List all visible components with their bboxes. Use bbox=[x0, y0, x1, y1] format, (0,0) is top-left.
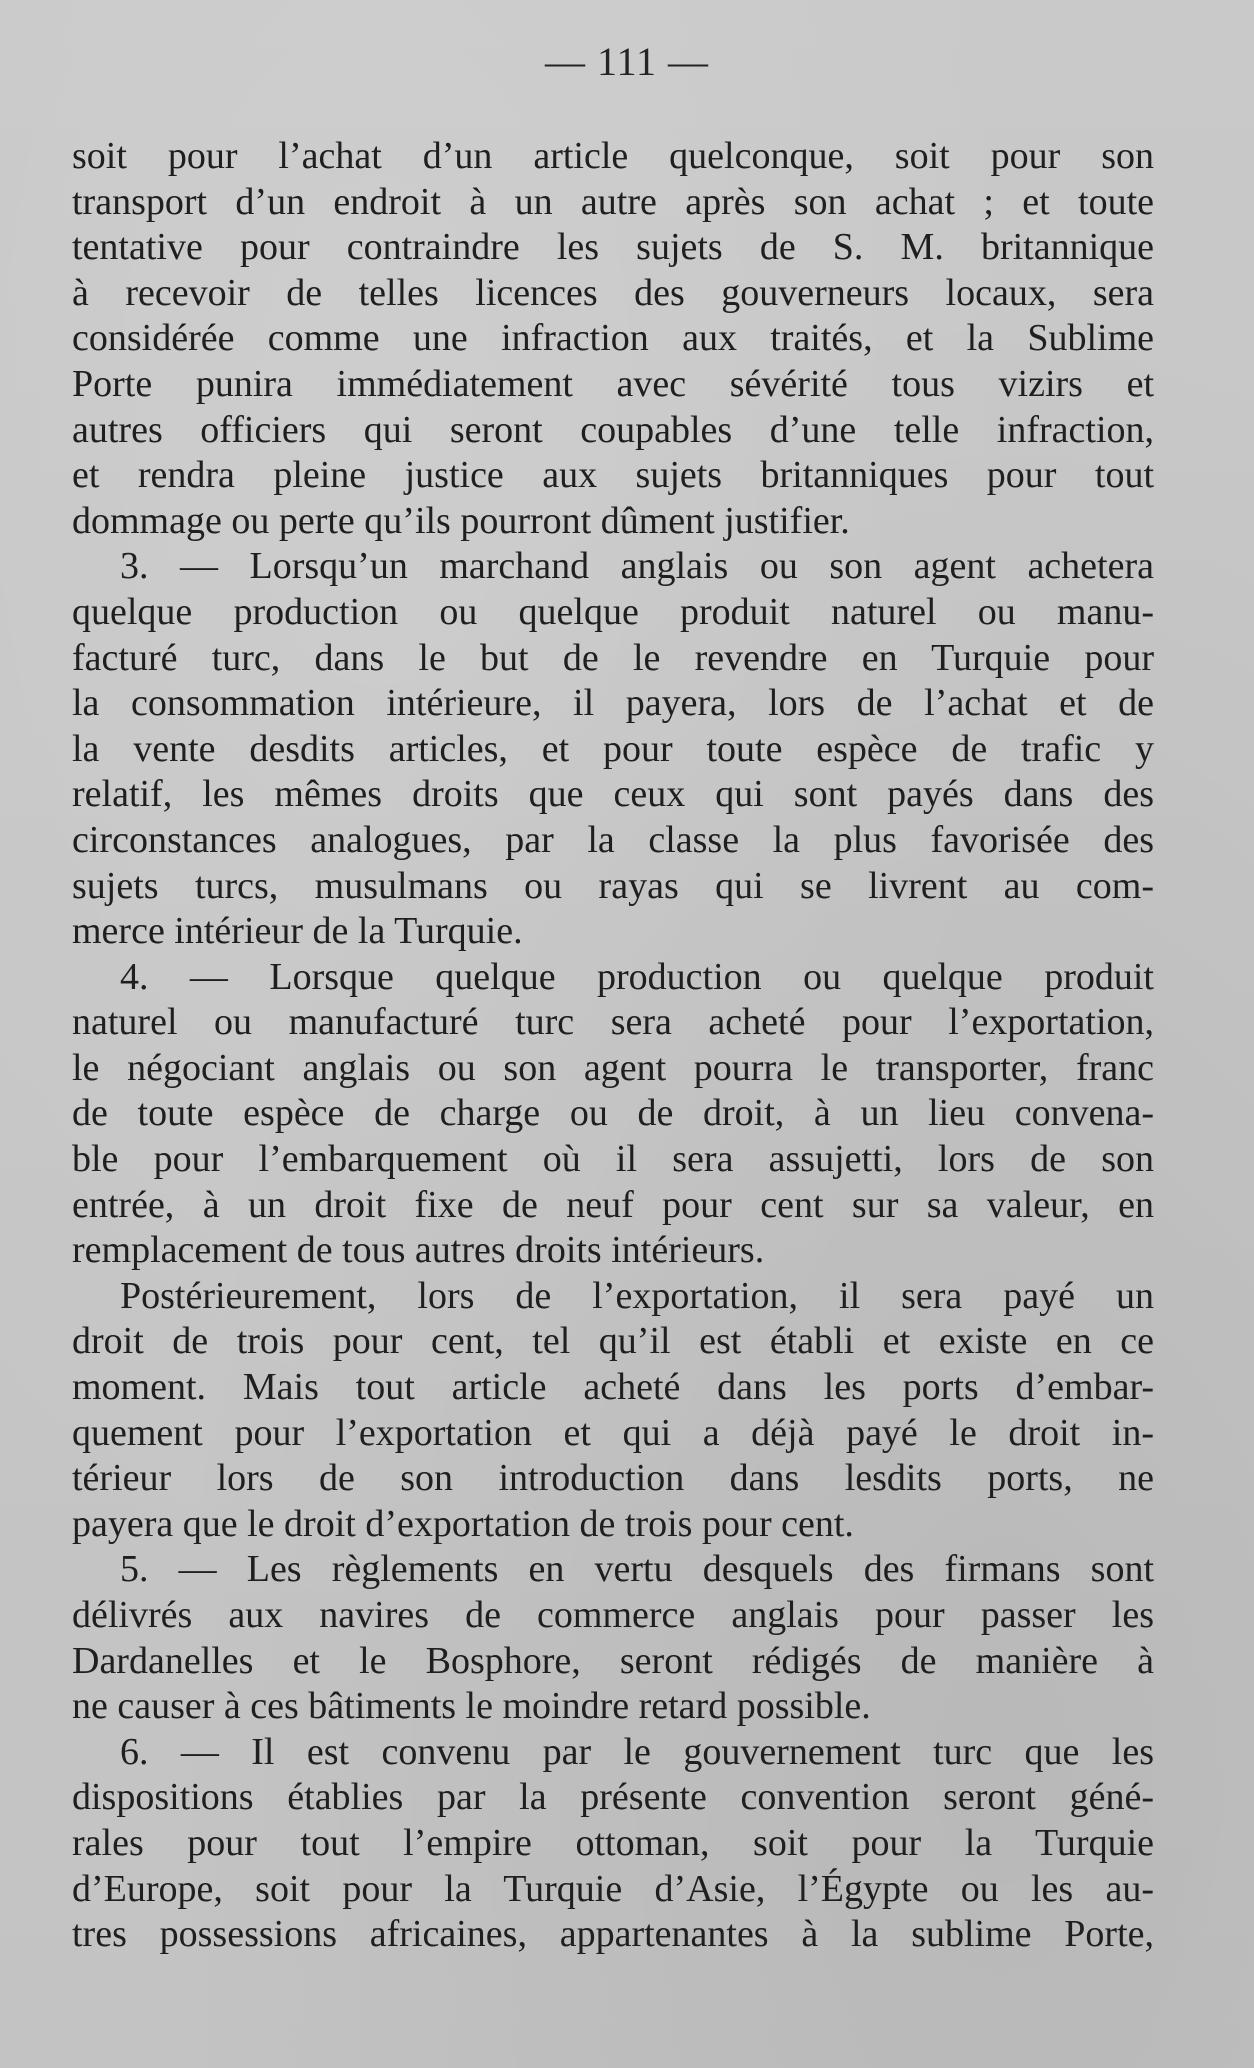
text-line: dispositions établies par la présente convention seront géné- bbox=[72, 1776, 1154, 1819]
text-line: relatif, les mêmes droits que ceux qui sont payés dans des bbox=[72, 773, 1154, 816]
text-line: facturé turc, dans le but de le revendre en Turquie pour bbox=[72, 636, 1154, 679]
text-line: moment. Mais tout article acheté dans les ports d’embar- bbox=[72, 1366, 1154, 1409]
text-line: et rendra pleine justice aux sujets britanniques pour tout bbox=[72, 454, 1154, 497]
text-line: tentative pour contraindre les sujets de S. M. britannique bbox=[72, 226, 1154, 269]
text-line: la consommation intérieure, il payera, lors de l’achat et de bbox=[72, 682, 1154, 725]
text-line: la vente desdits articles, et pour toute espèce de trafic y bbox=[72, 727, 1154, 770]
page-number: — 111 — bbox=[544, 39, 710, 84]
text-line: sujets turcs, musulmans ou rayas qui se livrent au com- bbox=[72, 864, 1154, 907]
text-line: droit de trois pour cent, tel qu’il est établi et existe en ce bbox=[72, 1320, 1154, 1363]
text-line: 3. — Lorsqu’un marchand anglais ou son agent achetera bbox=[120, 545, 1154, 588]
text-line: quelque production ou quelque produit naturel ou manu- bbox=[72, 590, 1154, 633]
text-line: térieur lors de son introduction dans lesdits ports, ne bbox=[72, 1457, 1154, 1500]
text-line: ble pour l’embarquement où il sera assujetti, lors de son bbox=[72, 1138, 1154, 1181]
text-line: quement pour l’exportation et qui a déjà payé le droit in- bbox=[72, 1411, 1154, 1454]
text-line: remplacement de tous autres droits intérieurs. bbox=[72, 1229, 765, 1272]
text-line: naturel ou manufacturé turc sera acheté pour l’exportation, bbox=[72, 1001, 1154, 1044]
text-line: 4. — Lorsque quelque production ou quelque produit bbox=[120, 955, 1154, 998]
text-line: 5. — Les règlements en vertu desquels des firmans sont bbox=[120, 1548, 1154, 1591]
text-line: Dardanelles et le Bosphore, seront rédigés de manière à bbox=[72, 1639, 1154, 1682]
text-line: rales pour tout l’empire ottoman, soit pour la Turquie bbox=[72, 1821, 1154, 1864]
text-line: payera que le droit d’exportation de trois pour cent. bbox=[72, 1502, 854, 1545]
text-line: transport d’un endroit à un autre après son achat ; et toute bbox=[72, 180, 1154, 223]
text-line: 6. — Il est convenu par le gouvernement turc que les bbox=[120, 1730, 1154, 1773]
text-line: Porte punira immédiatement avec sévérité tous vizirs et bbox=[72, 362, 1154, 405]
text-line: soit pour l’achat d’un article quelconque, soit pour son bbox=[72, 135, 1154, 177]
text-line: tres possessions africaines, appartenantes à la sublime Porte, bbox=[72, 1913, 1154, 1956]
text-line: le négociant anglais ou son agent pourra le transporter, franc bbox=[72, 1046, 1154, 1089]
text-line: délivrés aux navires de commerce anglais pour passer les bbox=[72, 1594, 1154, 1636]
body-text bbox=[72, 134, 1154, 1958]
text-line: circonstances analogues, par la classe la plus favorisée des bbox=[72, 818, 1154, 861]
text-line: d’Europe, soit pour la Turquie d’Asie, l’Égypte ou les au- bbox=[72, 1867, 1154, 1910]
text-line: autres officiers qui seront coupables d’une telle infraction, bbox=[72, 408, 1154, 451]
text-line: entrée, à un droit fixe de neuf pour cent sur sa valeur, en bbox=[72, 1183, 1154, 1226]
text-line: à recevoir de telles licences des gouverneurs locaux, sera bbox=[72, 271, 1154, 314]
text-line: merce intérieur de la Turquie. bbox=[72, 910, 523, 953]
text-line: dommage ou perte qu’ils pourront dûment justifier. bbox=[72, 499, 850, 542]
text-line: Postérieurement, lors de l’exportation, il sera payé un bbox=[120, 1274, 1154, 1317]
text-line: considérée comme une infraction aux traités, et la Sublime bbox=[72, 317, 1154, 360]
text-line: ne causer à ces bâtiments le moindre retard possible. bbox=[72, 1685, 871, 1728]
text-line: de toute espèce de charge ou de droit, à un lieu convena- bbox=[72, 1092, 1154, 1135]
